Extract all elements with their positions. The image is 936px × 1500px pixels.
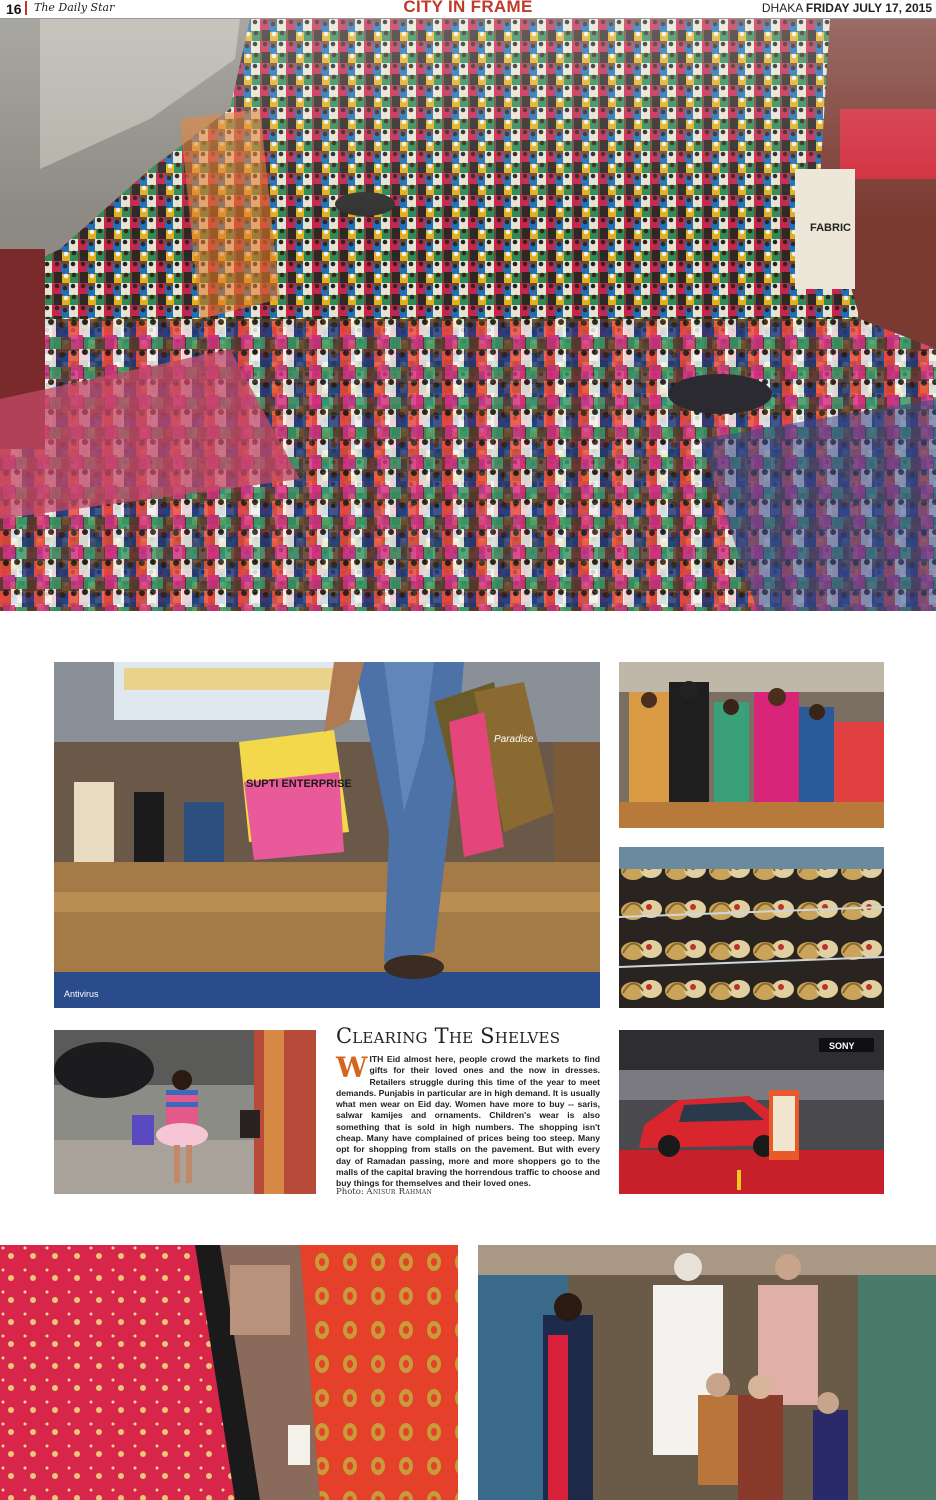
photo-shoe-display [619, 847, 884, 1008]
mannequins-store-image [478, 1245, 936, 1500]
shopper-bags-image [54, 662, 600, 1008]
page-header [0, 0, 936, 19]
shop-bag-text: SUPTI ENTERPRISE [246, 778, 352, 790]
girl-street-image [54, 1030, 316, 1194]
photo-credit-label: Photo: [336, 1187, 364, 1197]
photo-mannequins-store [478, 1245, 936, 1500]
dateline [762, 1, 932, 15]
drop-cap: W [336, 1051, 368, 1084]
article-headline: Clearing The Shelves [336, 1024, 561, 1048]
dateline-city: DHAKA [761, 1, 803, 15]
photo-women-saris [619, 662, 884, 828]
article-body-text: ITH Eid almost here, people crowd the markets to find gifts for their loved ones and the now in dresses. Retailers struggle during this time of the year to meet demands. Punjabis in particular are in high demand. It is usually what men wear on Eid day. Women have more to buy -- saris, salwar kamijes and ornaments. Children's wear is also something that is sold in high numbers. The shopping isn't cheap. Many have complained of prices being too steep. Many opt for shopping from stalls on the pavement. But with every day of Ramadan passing, more and more shoppers go to the malls of the capital braving the horrendous traffic to choose and buy things for themselves and their loved ones. [336, 1054, 600, 1189]
photo-girl-street [54, 1030, 316, 1194]
section-title: CITY IN FRAME [403, 0, 533, 16]
fabric-sign-text: FABRIC [810, 222, 851, 234]
photo-credit-name: Anisur Rahman [366, 1187, 433, 1197]
page-number: 16 [6, 1, 22, 17]
mall-strip-text: Antivirus [64, 989, 99, 999]
photo-car-in-mall [619, 1030, 884, 1194]
embroidered-fabric-image [0, 1245, 458, 1500]
women-saris-image [619, 662, 884, 828]
masthead: The Daily Star [34, 1, 115, 14]
bag-brand-text: Paradise [494, 734, 534, 745]
photo-embroidered-fabric [0, 1245, 458, 1500]
car-sign-text: SONY [829, 1041, 855, 1051]
article-body [336, 1051, 600, 1190]
photo-crowded-market [0, 19, 936, 611]
photo-shopper-with-bags [54, 662, 600, 1008]
photo-credit [336, 1187, 432, 1197]
car-mall-image [619, 1030, 884, 1194]
crowded-market-image [0, 19, 936, 611]
dateline-date: FRIDAY JULY 17, 2015 [805, 1, 932, 15]
shoe-display-image [619, 847, 884, 1008]
